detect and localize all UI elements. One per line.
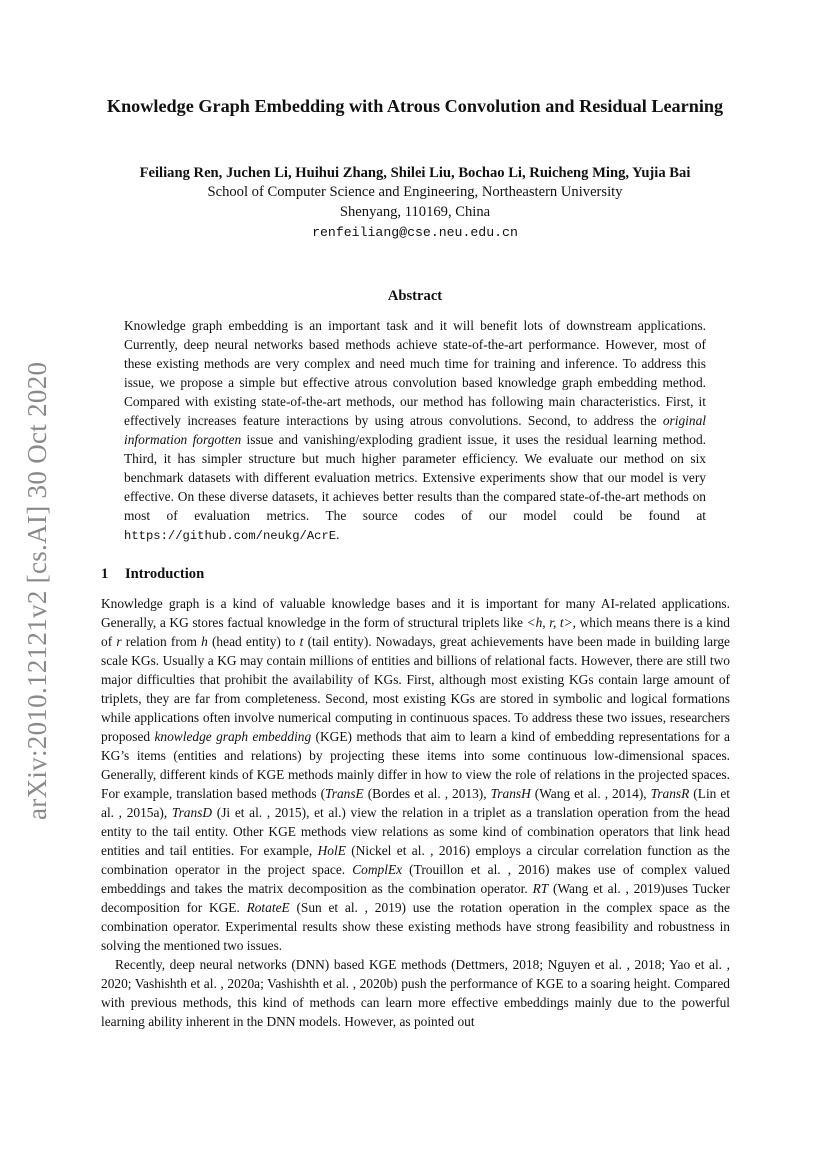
abstract-italic-phrase: original information forgotten xyxy=(124,413,706,447)
affiliation-line-1: School of Computer Science and Engineering, Northeastern University xyxy=(207,184,623,200)
introduction-body xyxy=(101,594,730,1031)
paragraph: Knowledge graph is a kind of valuable knowledge bases and it is important for many AI-related applications. Generally, a KG stores factual knowledge in the form of structural triplets like <h, r, t>, which means there is a kind of r relation from h (head entity) to t (tail entity). Nowadays, great achievements have been made in building large scale KGs. Usually a KG may contain millions of entities and billions of relational facts. However, there are still two major difficulties that prohibit the availability of KGs. First, although most existing KGs contain large amount of triplets, they are far from completeness. Second, most existing KGs are stored in symbolic and logical formations while applications often involve numerical computing in continuous spaces. To address these two issues, researchers proposed knowledge graph embedding (KGE) methods that aim to learn a kind of embedding representations for a KG’s items (entities and relations) by projecting these items into some continuous low-dimensional spaces. Generally, different kinds of KGE methods mainly differ in how to view the role of relations in the projected spaces. For example, translation based methods (TransE (Bordes et al. , 2013), TransH (Wang et al. , 2014), TransR (Lin et al. , 2015a), TransD (Ji et al. , 2015), et al.) view the relation in a triplet as a translation operation from the head entity to the tail entity. Other KGE methods view relations as some kind of combination operators that link head entities and tail entities. For example, HolE (Nickel et al. , 2016) employs a circular correlation function as the combination operator in the project space. ComplEx (Trouillon et al. , 2016) makes use of complex valued embeddings and takes the matrix decomposition as the combination operator. RT (Wang et al. , 2019)uses Tucker decomposition for KGE. RotateE (Sun et al. , 2019) use the rotation operation in the complex space as the combination operator. Experimental results show these existing methods have strong feasibility and robustness in solving the mentioned two issues. xyxy=(101,596,730,953)
abstract-text: Knowledge graph embedding is an important task and it will benefit lots of downstream applications. Currently, deep neural networks based methods achieve state-of-the-art performance. However, most of these existing methods are very complex and need much time for training and inference. To address this issue, we propose a simple but effective atrous convolution based knowledge graph embedding method. Compared with existing state-of-the-art methods, our method has following main characteristics. First, it effectively increases feature interactions by using atrous convolutions. Second, to address the xyxy=(124,318,706,428)
code-url-link[interactable]: https://github.com/neukg/AcrE xyxy=(124,529,337,543)
author-email: renfeiliang@cse.neu.edu.cn xyxy=(312,225,518,240)
section-title: Introduction xyxy=(125,566,205,582)
paper-title: Knowledge Graph Embedding with Atrous Convolution and Residual Learning xyxy=(106,96,724,116)
section-number: 1 xyxy=(101,566,109,582)
affiliation-line-2: Shenyang, 110169, China xyxy=(339,204,491,220)
section-heading-introduction xyxy=(101,565,204,584)
abstract-text: issue and vanishing/exploding gradient issue, it uses the residual learning method. Third, it has simpler structure but much higher parameter efficiency. We evaluate our method on six benchmark datasets with different evaluation metrics. Extensive experiments show that our model is very effective. On these diverse datasets, it achieves better results than the compared state-of-the-art methods on most of evaluation metrics. The source codes of our model could be found at xyxy=(124,432,706,523)
abstract-heading: Abstract xyxy=(387,288,443,304)
paragraph: Recently, deep neural networks (DNN) based KGE methods (Dettmers, 2018; Nguyen et al. , 2018; Yao et al. , 2020; Vashishth et al. , 2020a; Vashishth et al. , 2020b) push the performance of KGE to a soaring height. Compared with previous methods, this kind of methods can learn more effective embeddings mainly due to the powerful learning ability inherent in the DNN models. However, as pointed out xyxy=(101,957,730,1029)
abstract-text: . xyxy=(336,527,340,542)
arxiv-identifier: arXiv:2010.12121v2 [cs.AI] 30 Oct 2020 xyxy=(22,361,52,820)
abstract-body xyxy=(124,316,706,546)
author-list: Feiliang Ren, Juchen Li, Huihui Zhang, Shilei Liu, Bochao Li, Ruicheng Ming, Yujia Bai xyxy=(139,165,691,181)
